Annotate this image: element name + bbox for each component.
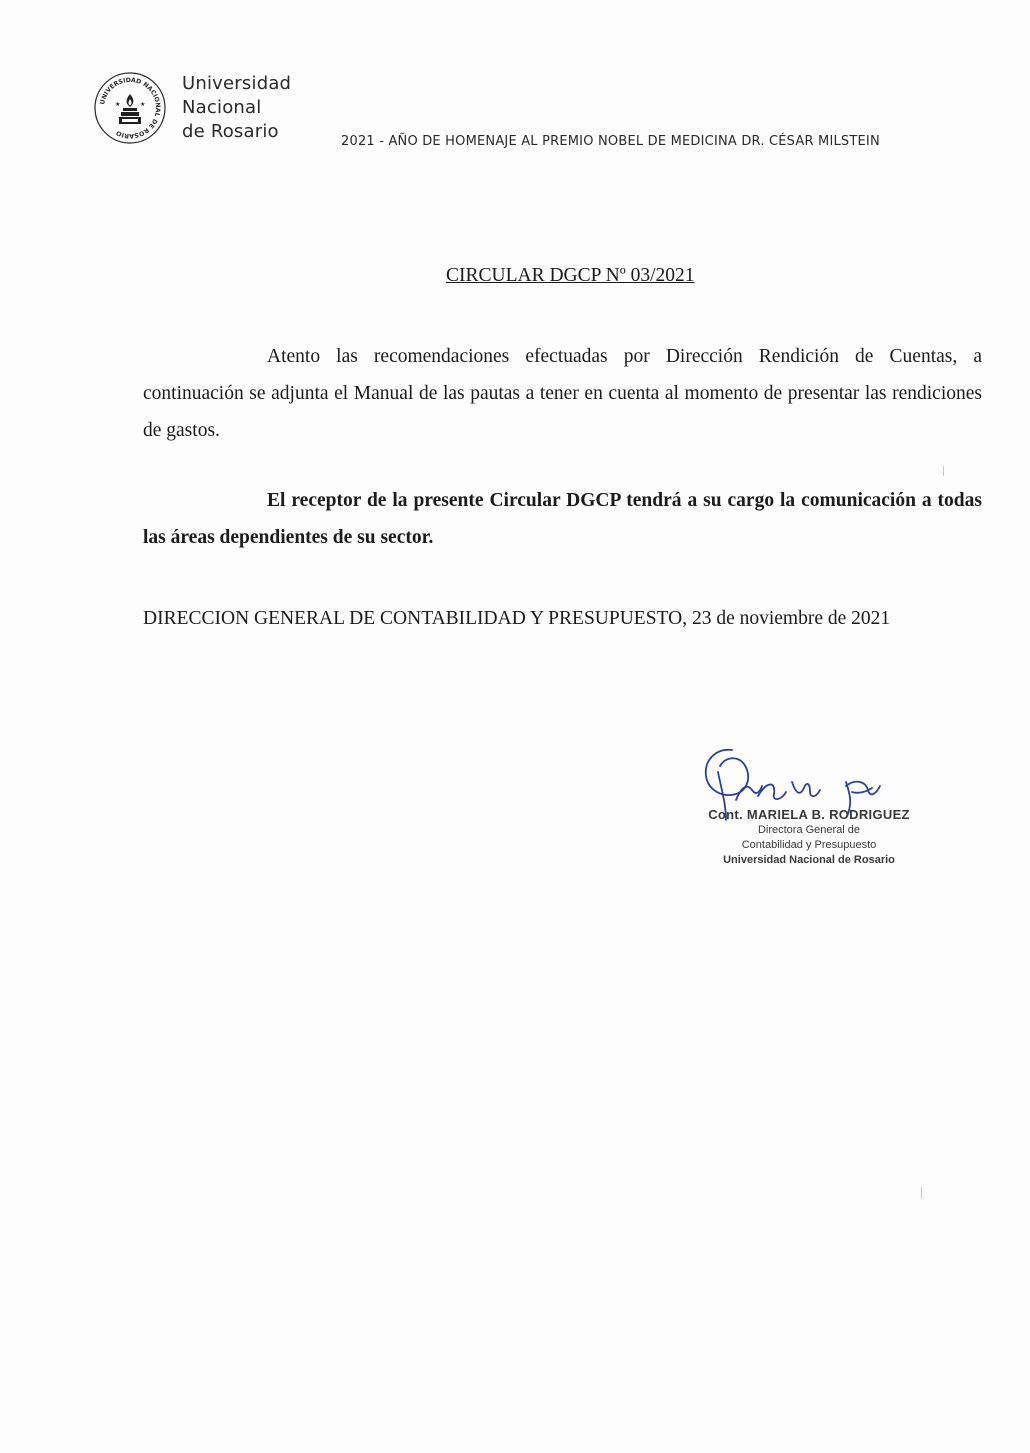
stamp-role: Directora General de <box>757 824 861 836</box>
body-paragraph-1: Atento las recomendaciones efectuadas por Dirección Rendición de Cuentas, a continuación se adjunta el Manual de las pautas a tener en cuenta al momento de presentar las rendiciones de gastos. <box>143 346 982 441</box>
svg-text:★: ★ <box>115 102 121 108</box>
stamp-department: Contabilidad y Presupuesto <box>741 839 877 851</box>
official-stamp <box>704 806 914 868</box>
scan-speck <box>921 1187 922 1199</box>
body-paragraph-2: El receptor de la presente Circular DGCP tendrá a su cargo la comunicación a todas las áreas dependientes de su sector. <box>143 490 982 548</box>
seal-text: UNIVERSIDAD NACIONAL DE ROSARIO <box>99 76 162 140</box>
university-name-line-3: de Rosario <box>182 121 279 142</box>
university-name-line-2: Nacional <box>182 97 262 118</box>
scan-speck <box>943 466 944 476</box>
year-motto: 2021 - AÑO DE HOMENAJE AL PREMIO NOBEL DE MEDICINA DR. CÉSAR MILSTEIN <box>341 134 880 149</box>
university-seal-icon <box>94 72 166 144</box>
svg-text:★: ★ <box>140 102 146 108</box>
svg-text:UNIVERSIDAD NACIONAL DE ROSARI <box>99 77 161 139</box>
circular-title: CIRCULAR DGCP Nº 03/2021 <box>446 265 695 286</box>
closing-line: DIRECCION GENERAL DE CONTABILIDAD Y PRESUPUESTO, 23 de noviembre de 2021 <box>143 608 891 629</box>
stamp-institution: Universidad Nacional de Rosario <box>723 854 895 866</box>
university-name <box>182 72 291 144</box>
stamp-name: Cont. MARIELA B. RODRIGUEZ <box>708 807 910 822</box>
university-name-line-1: Universidad <box>182 73 292 94</box>
